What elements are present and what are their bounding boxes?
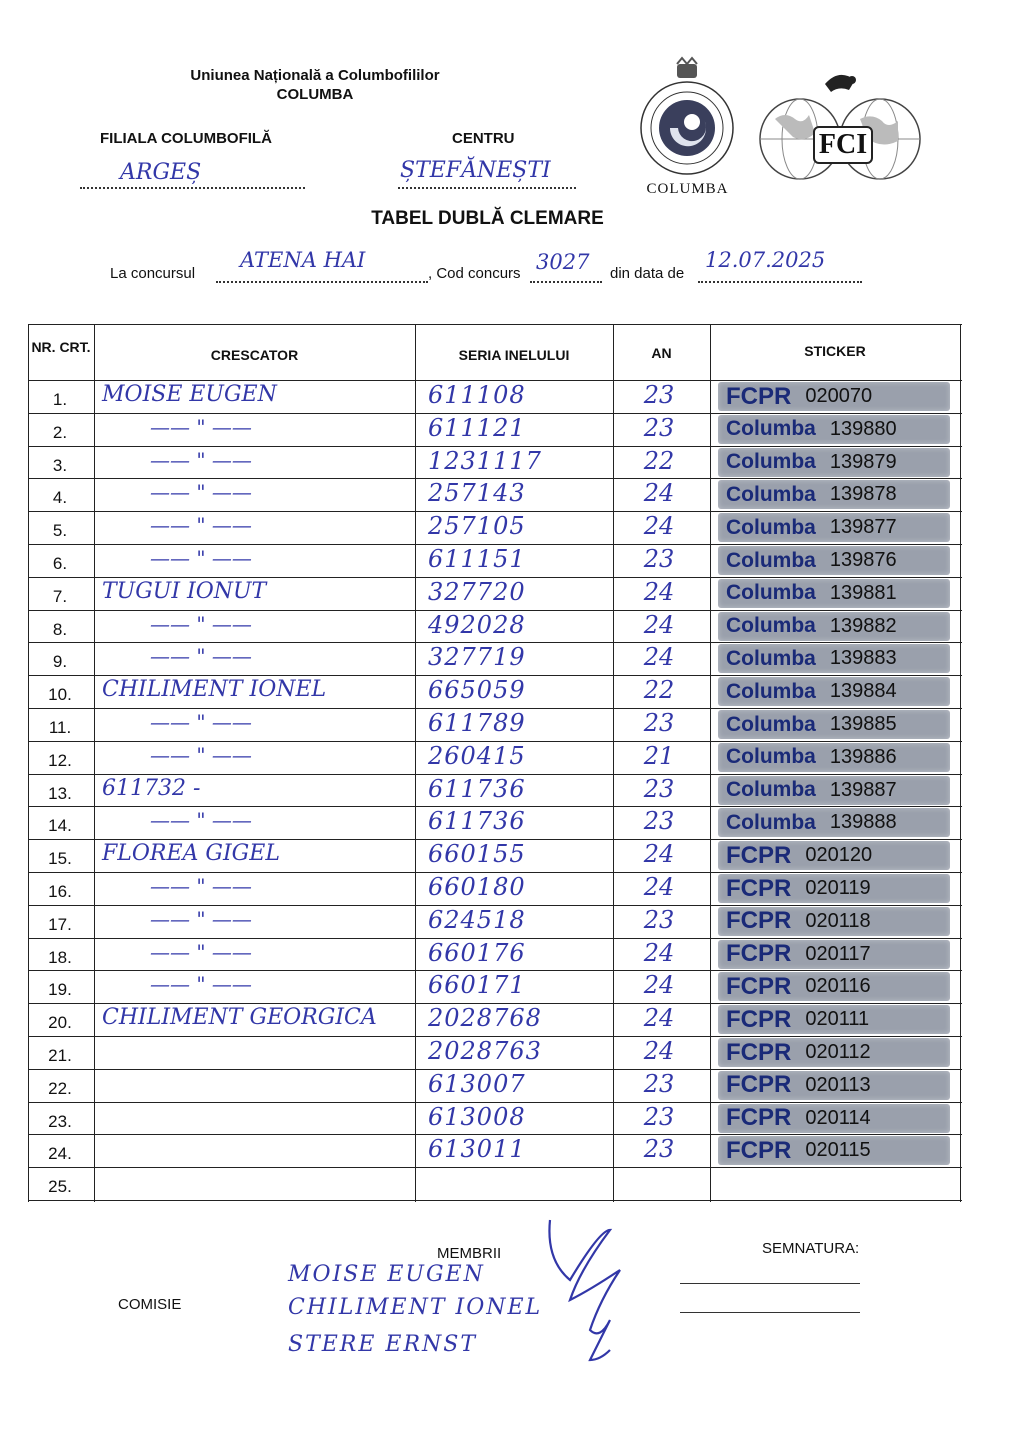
row-divider — [28, 1167, 962, 1168]
breeder-name: 611732 - — [102, 775, 201, 801]
sticker-brand: Columba — [726, 417, 816, 441]
sticker-brand: Columba — [726, 646, 816, 670]
sticker-brand: Columba — [726, 515, 816, 539]
sticker-code: 020117 — [805, 942, 871, 965]
concurs-underline — [216, 281, 428, 283]
sticker-brand: FCPR — [726, 1005, 792, 1033]
breeder-name: —— " —— — [150, 480, 252, 505]
ring-year: 24 — [643, 643, 675, 672]
row-number: 17. — [48, 914, 72, 934]
ring-year: 23 — [643, 1135, 675, 1164]
sticker-label — [718, 579, 950, 608]
ring-year: 24 — [643, 938, 675, 967]
breeder-name: CHILIMENT IONEL — [102, 677, 327, 703]
ring-series: 611736 — [428, 807, 526, 836]
membrii-label: MEMBRII — [437, 1245, 502, 1262]
sticker-brand: FCPR — [726, 1104, 792, 1132]
row-number: 2. — [52, 422, 68, 442]
header-nr: NR. CRT. — [31, 339, 91, 355]
sticker-label — [718, 1005, 950, 1034]
breeder-name: —— " —— — [150, 874, 252, 898]
ring-series: 665059 — [428, 676, 526, 705]
sticker-label — [718, 480, 950, 509]
ring-series: 611789 — [428, 709, 526, 737]
row-number: 16. — [48, 882, 72, 901]
breeder-name: —— " —— — [150, 710, 252, 734]
document-title: TABEL DUBLĂ CLEMARE — [371, 208, 604, 229]
semnatura-label: SEMNATURA: — [762, 1240, 860, 1257]
sticker-brand: Columba — [726, 482, 816, 506]
ring-series: 660180 — [428, 873, 526, 901]
sticker-code: 139884 — [829, 680, 897, 703]
sticker-brand: FCPR — [726, 382, 792, 410]
sticker-label — [718, 841, 950, 870]
sticker-code: 020119 — [805, 877, 871, 899]
filiala-value: ARGEȘ — [120, 160, 202, 185]
ring-series: 327720 — [428, 577, 526, 606]
row-number: 10. — [48, 685, 72, 705]
sticker-code: 139881 — [829, 581, 897, 604]
ring-series: 660171 — [428, 971, 526, 1000]
ring-year: 23 — [643, 905, 675, 934]
breeder-name: —— " —— — [150, 742, 252, 767]
sticker-code: 139878 — [829, 483, 897, 506]
breeder-name: TUGUI IONUT — [102, 578, 267, 604]
sticker-brand: Columba — [726, 745, 816, 769]
ring-series: 257143 — [428, 479, 526, 508]
ring-year: 24 — [643, 610, 675, 639]
member-2: CHILIMENT IONEL — [288, 1295, 543, 1320]
sticker-label — [718, 1104, 950, 1133]
breeder-name: —— " —— — [150, 414, 252, 439]
breeder-name: —— " —— — [150, 447, 252, 472]
breeder-name: FLOREA GIGEL — [102, 841, 280, 867]
sticker-code: 139882 — [829, 614, 897, 637]
sticker-label — [718, 415, 950, 444]
breeder-name: CHILIMENT GEORGICA — [102, 1005, 377, 1031]
sticker-brand: Columba — [726, 810, 816, 834]
centru-label: CENTRU — [452, 130, 515, 147]
ring-year: 24 — [643, 479, 675, 508]
sticker-code: 139879 — [829, 450, 897, 473]
ring-year: 22 — [643, 446, 675, 475]
fci-logo — [755, 64, 925, 184]
sticker-code: 139888 — [829, 811, 897, 834]
cod-label: , Cod concurs — [428, 265, 521, 282]
header-crescator: CRESCATOR — [210, 347, 299, 363]
sticker-code: 139880 — [829, 417, 897, 440]
sticker-label — [718, 448, 950, 477]
breeder-name: —— " —— — [150, 906, 252, 931]
row-number: 25. — [48, 1177, 72, 1197]
sticker-label — [718, 1071, 950, 1100]
sticker-label — [718, 972, 950, 1001]
ring-year: 23 — [643, 774, 675, 803]
ring-year: 22 — [643, 676, 675, 705]
sticker-brand: FCPR — [726, 874, 792, 902]
row-number: 5. — [52, 521, 68, 541]
ring-year: 23 — [643, 807, 675, 836]
breeder-name: —— " —— — [150, 546, 252, 570]
sticker-code: 020118 — [805, 909, 871, 932]
sticker-label — [718, 513, 950, 542]
row-number: 3. — [52, 455, 68, 475]
sticker-label — [718, 612, 950, 641]
sticker-code: 139877 — [829, 516, 897, 539]
data-value: 12.07.2025 — [705, 248, 826, 272]
col-divider — [613, 324, 614, 1202]
ring-series: 611151 — [428, 545, 526, 573]
sticker-label — [718, 874, 950, 903]
member-1: MOISE EUGEN — [288, 1262, 485, 1287]
sticker-brand: FCPR — [726, 841, 792, 869]
sticker-brand: FCPR — [726, 940, 792, 968]
ring-series: 327719 — [428, 643, 526, 672]
row-number: 6. — [52, 554, 68, 573]
breeder-name: —— " —— — [150, 972, 252, 997]
signature-line-2 — [680, 1312, 860, 1313]
sticker-label — [718, 776, 950, 805]
row-number: 11. — [48, 718, 72, 737]
sticker-label — [718, 907, 950, 936]
sticker-label — [718, 1038, 950, 1067]
ring-year: 24 — [643, 873, 675, 901]
signature-line-1 — [680, 1283, 860, 1284]
sticker-code: 020112 — [805, 1041, 871, 1063]
sticker-brand: Columba — [726, 778, 816, 802]
sticker-brand: FCPR — [726, 1136, 792, 1164]
ring-year: 24 — [643, 1004, 675, 1033]
sticker-code: 139885 — [829, 713, 897, 735]
data-label: din data de — [610, 265, 685, 282]
breeder-name: —— " —— — [150, 808, 252, 833]
sticker-brand: Columba — [726, 581, 816, 605]
ring-year: 24 — [643, 840, 675, 869]
sticker-code: 020115 — [805, 1139, 871, 1162]
columba-logo-text: COLUMBA — [646, 181, 729, 197]
ring-series: 613011 — [428, 1135, 526, 1164]
sticker-brand: FCPR — [726, 972, 792, 1000]
ring-year: 23 — [643, 381, 675, 409]
ring-year: 23 — [643, 1069, 675, 1098]
data-underline — [698, 281, 862, 283]
row-divider — [28, 1200, 962, 1201]
sticker-brand: FCPR — [726, 1071, 792, 1099]
ring-series: 613007 — [428, 1069, 526, 1098]
fci-globe-icon — [755, 64, 925, 184]
ring-series: 260415 — [428, 741, 526, 770]
columba-emblem-icon — [630, 56, 745, 178]
sticker-code: 139876 — [829, 549, 897, 571]
sticker-label — [718, 644, 950, 673]
sticker-brand: Columba — [726, 679, 816, 703]
row-number: 7. — [52, 586, 68, 606]
sticker-brand: Columba — [726, 450, 816, 474]
comisie-label: COMISIE — [118, 1296, 182, 1313]
sticker-label — [718, 743, 950, 772]
header-sticker: STICKER — [804, 343, 866, 359]
breeder-name: MOISE EUGEN — [102, 382, 277, 407]
centru-underline — [398, 187, 576, 189]
sticker-label — [718, 382, 950, 411]
row-number: 18. — [48, 947, 72, 967]
ring-series: 2028763 — [428, 1037, 542, 1065]
sticker-label — [718, 710, 950, 739]
sticker-code: 139886 — [829, 745, 897, 768]
row-number: 15. — [48, 849, 72, 869]
row-number: 19. — [48, 980, 72, 1000]
ring-year: 23 — [643, 413, 675, 442]
header-an: AN — [651, 345, 672, 361]
ring-series: 611121 — [428, 413, 526, 442]
sticker-code: 020116 — [805, 975, 871, 998]
table-border — [960, 324, 961, 1202]
sticker-label — [718, 677, 950, 706]
breeder-name: —— " —— — [150, 611, 252, 636]
sticker-code: 020111 — [805, 1008, 870, 1031]
col-divider — [94, 324, 95, 1202]
ring-series: 611736 — [428, 774, 526, 803]
cod-underline — [530, 281, 602, 283]
ring-year: 24 — [643, 1037, 675, 1065]
row-number: 24. — [48, 1144, 72, 1164]
filiala-underline — [80, 187, 305, 189]
col-divider — [415, 324, 416, 1202]
row-number: 4. — [52, 488, 68, 508]
row-number: 1. — [52, 390, 68, 409]
ring-series: 611108 — [428, 381, 526, 409]
breeder-name: —— " —— — [150, 513, 252, 538]
handwritten-signature-icon — [520, 1210, 640, 1380]
ring-year: 21 — [643, 741, 675, 770]
ring-year: 24 — [643, 971, 675, 1000]
row-number: 13. — [48, 783, 72, 803]
columba-logo — [630, 56, 745, 196]
sticker-label — [718, 546, 950, 575]
org-line-2: COLUMBA — [276, 86, 354, 103]
breeder-name: —— " —— — [150, 644, 252, 669]
cod-value: 3027 — [536, 250, 590, 274]
ring-series: 257105 — [428, 512, 526, 541]
sticker-label — [718, 808, 950, 837]
sticker-brand: FCPR — [726, 1038, 792, 1066]
ring-series: 613008 — [428, 1102, 526, 1131]
col-divider — [710, 324, 711, 1202]
sticker-code: 139887 — [829, 778, 897, 801]
fci-logo-text: FCI — [813, 126, 873, 164]
row-number: 21. — [48, 1046, 72, 1065]
row-number: 12. — [48, 750, 72, 770]
ring-series: 1231117 — [428, 446, 542, 475]
breeder-name: —— " —— — [150, 939, 252, 964]
ring-year: 23 — [643, 709, 675, 737]
sticker-code: 020114 — [805, 1106, 871, 1129]
row-number: 14. — [48, 816, 72, 836]
ring-series: 660176 — [428, 938, 526, 967]
row-number: 22. — [48, 1078, 72, 1098]
table-border — [28, 324, 962, 325]
ring-year: 23 — [643, 545, 675, 573]
ring-series: 492028 — [428, 610, 526, 639]
row-number: 9. — [52, 652, 68, 672]
ring-series: 624518 — [428, 905, 526, 934]
sticker-code: 139883 — [829, 647, 897, 670]
filiala-label: FILIALA COLUMBOFILĂ — [100, 130, 272, 147]
ring-year: 23 — [643, 1102, 675, 1131]
concurs-label: La concursul — [110, 265, 196, 282]
row-number: 20. — [48, 1013, 72, 1033]
row-number: 8. — [52, 619, 68, 639]
sticker-brand: Columba — [726, 614, 816, 638]
member-3: STERE ERNST — [288, 1332, 478, 1357]
sticker-brand: FCPR — [726, 907, 792, 935]
ring-year: 24 — [643, 577, 675, 606]
organization-name — [0, 66, 630, 104]
centru-value: ȘTEFĂNEȘTI — [400, 158, 551, 183]
sticker-label — [718, 940, 950, 969]
concurs-value: ATENA HAI — [240, 248, 366, 272]
ring-series: 660155 — [428, 840, 526, 869]
sticker-code: 020070 — [805, 385, 873, 407]
ring-series: 2028768 — [428, 1004, 542, 1033]
sticker-label — [718, 1136, 950, 1165]
row-number: 23. — [48, 1111, 72, 1131]
sticker-code: 020113 — [805, 1073, 871, 1096]
org-line-1: Uniunea Națională a Columbofililor — [190, 67, 440, 84]
sticker-brand: Columba — [726, 712, 816, 736]
ring-year: 24 — [643, 512, 675, 541]
header-seria: SERIA INELULUI — [458, 347, 570, 363]
sticker-code: 020120 — [805, 844, 873, 867]
sticker-brand: Columba — [726, 548, 816, 572]
